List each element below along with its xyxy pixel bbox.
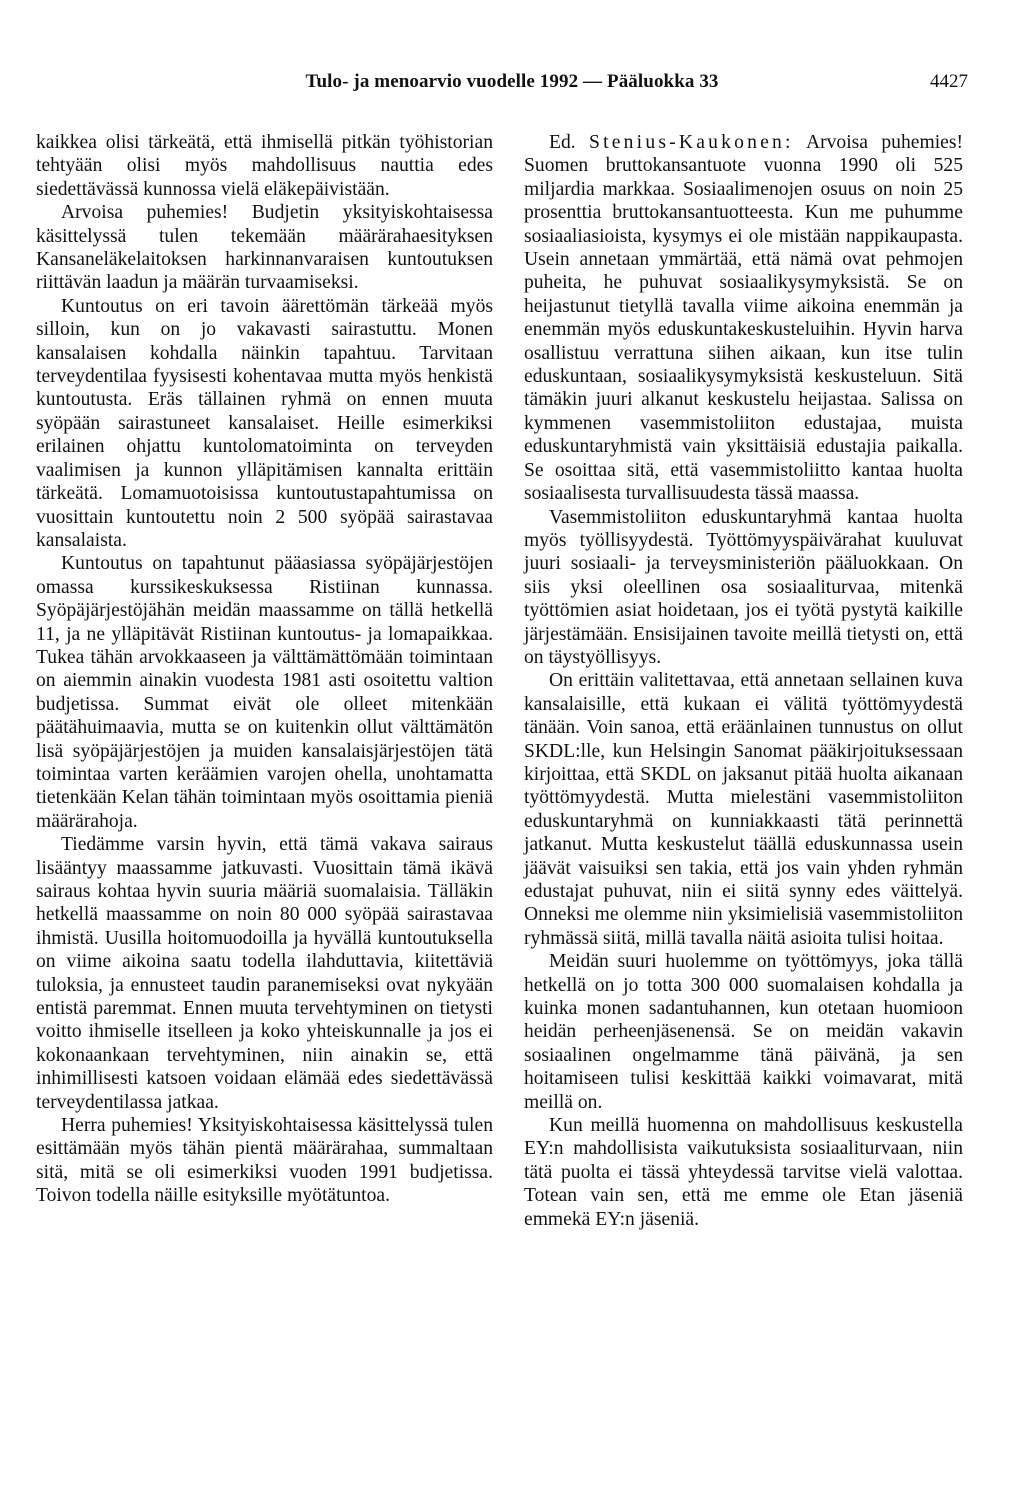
paragraph: kaikkea olisi tärkeätä, että ihmisellä pitkän työhistorian tehtyään olisi myös mahdollisuus nauttia edes siedettävässä kunnossa vielä eläkepäivistään. [36, 132, 493, 200]
running-header: Tulo- ja menoarvio vuodelle 1992 — Pääluokka 33 [305, 71, 719, 92]
right-column [524, 131, 963, 1231]
paragraph: Meidän suuri huolemme on työttömyys, joka tällä hetkellä on jo totta 300 000 suomalaisen kohdalla ja kuinka monen sadantuhannen, kun otetaan huomioon heidän perheenjäsenensä. Se on meidän vakavin sosiaalinen ongelmamme tänä päivänä, ja sen hoitamiseen tulisi keskittää kaikki voimavarat, mitä meillä on. [524, 951, 963, 1113]
paragraph: Kuntoutus on eri tavoin äärettömän tärkeää myös silloin, kun on jo vakavasti sairastuttu. Monen kansalaisen kohdalla näinkin tapahtuu. Tarvitaan terveydentilaa fyysisesti kohentavaa mutta myös henkistä kuntoutusta. Eräs tällainen ryhmä on ennen muuta syöpään sairastuneet kansalaiset. Heille esimerkiksi erilainen ohjattu kuntolomatoiminta on terveyden vaalimisen ja kunnon ylläpitämisen kannalta erittäin tärkeätä. Lomamuotoisissa kuntoutustapahtumissa on vuosittain kuntoutettu noin 2 500 syöpää sairastavaa kansalaista. [36, 295, 493, 551]
speaker-name: Stenius-Kaukonen: [589, 132, 794, 153]
paragraph: Herra puhemies! Yksityiskohtaisessa käsittelyssä tulen esittämään myös tähän pientä määrärahaa, summaltaan sitä, mitä se oli esimerkiksi vuoden 1991 budjetissa. Toivon todella näille esityksille myötätuntoa. [36, 1115, 493, 1207]
paragraph: Kuntoutus on tapahtunut pääasiassa syöpäjärjestöjen omassa kurssikeskuksessa Ristiinan kunnassa. Syöpäjärjestöjähän meidän maassamme on tällä hetkellä 11, ja ne ylläpitävät Ristiinan kuntoutus- ja lomapaikkaa. Tukea tähän arvokkaaseen ja välttämättömään toimintaan on aiemmin ainakin vuodesta 1981 asti osoitettu valtion budjetissa. Summat eivät ole olleet mitenkään päätähuimaavia, mutta se on kuitenkin ollut välttämätön lisä syöpäjärjestöjen ja muiden kansalaisjärjestöjen tätä toimintaa varten keräämien varojen ohella, unohtamatta tietenkään Kelan tähän toimintaan myös osoittamia pieniä määrärahoja. [36, 553, 493, 832]
paragraph: Kun meillä huomenna on mahdollisuus keskustella EY:n mahdollisista vaikutuksista sosiaaliturvaan, niin tätä puolta ei tässä yhteydessä tarvitse vielä valottaa. Totean vain sen, että me emme ole Etan jäseniä emmekä EY:n jäseniä. [524, 1115, 963, 1230]
paragraph: Tiedämme varsin hyvin, että tämä vakava sairaus lisääntyy maassamme jatkuvasti. Vuosittain tämä ikävä sairaus kohtaa hyvin suuria määriä suomalaisia. Tälläkin hetkellä maassamme on noin 80 000 syöpää sairastavaa ihmistä. Uusilla hoitomuodoilla ja hyvällä kuntoutuksella on viime aikoina saatu todella ilahduttavia, kiitettäviä tuloksia, ja ennusteet taudin paranemiseksi ovat nykyään entistä paremmat. Ennen muuta tervehtyminen on tietysti voitto ihmiselle itselleen ja koko yhteiskunnalle ja jos ei kokonaankaan tervehtyminen, niin ainakin se, että inhimillisesti katsoen voidaan elämää edes siedettävässä terveydentilassa jatkaa. [36, 834, 493, 1113]
page-number: 4427 [930, 71, 968, 92]
paragraph-speaker-intro [524, 131, 963, 506]
speaker-prefix: Ed. [549, 132, 576, 153]
speech-text: Arvoisa puhemies! Suomen bruttokansantuote vuonna 1990 oli 525 miljardia markkaa. Sosiaalimenojen osuus on noin 25 prosenttia bruttokansantuotteesta. Kun me puhumme sosiaaliasioista, kysymys ei ole mistään nappikaupasta. Usein annetaan ymmärtää, että nämä ovat pehmojen puheita, he puhuvat sosiaalikysymyksistä. Se on heijastunut tietyllä tavalla viime aikoina enemmän ja enemmän myös eduskuntakeskusteluihin. Hyvin harva osallistuu verrattuna siihen aikaan, kun itse tulin eduskuntaan, sosiaalikysymyksistä keskusteluun. Sitä tämäkin juuri alkanut keskustelu heijastaa. Salissa on kymmenen vasemmistoliiton edustajaa, muista eduskuntaryhmistä vain yksittäisiä edustajia paikalla. Se osoittaa sitä, että vasemmistoliitto kantaa huolta sosiaalisesta turvallisuudesta tässä maassa. [524, 132, 963, 505]
paragraph: Vasemmistoliiton eduskuntaryhmä kantaa huolta myös työllisyydestä. Työttömyyspäivärahat kuuluvat juuri sosiaali- ja terveysministeriön pääluokkaan. On siis yksi oleellinen osa sosiaaliturvaa, mitenkä työttömien asiat hoidetaan, jos ei työtä pystytä kaikille järjestämään. Ensisijainen tavoite meillä tietysti on, että on täystyöllisyys. [524, 506, 963, 668]
paragraph: Arvoisa puhemies! Budjetin yksityiskohtaisessa käsittelyssä tulen tekemään määrärahaesityksen Kansaneläkelaitoksen harkinnanvaraisen kuntoutuksen riittävän laadun ja määrän turvaamiseksi. [36, 202, 493, 294]
left-column [36, 131, 493, 1208]
paragraph: On erittäin valitettavaa, että annetaan sellainen kuva kansalaisille, että kukaan ei välitä työttömyydestä tänään. Voin sanoa, että eräänlainen tunnustus on ollut SKDL:lle, kun Helsingin Sanomat pääkirjoituksessaan kirjoittaa, että SKDL on jaksanut pitää huolta aikanaan työttömyydestä. Mutta mielestäni vasemmistoliiton eduskuntaryhmä on kunniakkaasti tätä perinnettä jatkanut. Mutta keskustelut täällä eduskunnassa usein jäävät vaisuiksi sen takia, että jos vain yhden ryhmän edustajat puhuvat, niin ei siitä synny edes väittelyä. Onneksi me olemme niin yksimielisiä vasemmistoliiton ryhmässä siitä, millä tavalla näitä asioita tulisi hoitaa. [524, 670, 963, 949]
